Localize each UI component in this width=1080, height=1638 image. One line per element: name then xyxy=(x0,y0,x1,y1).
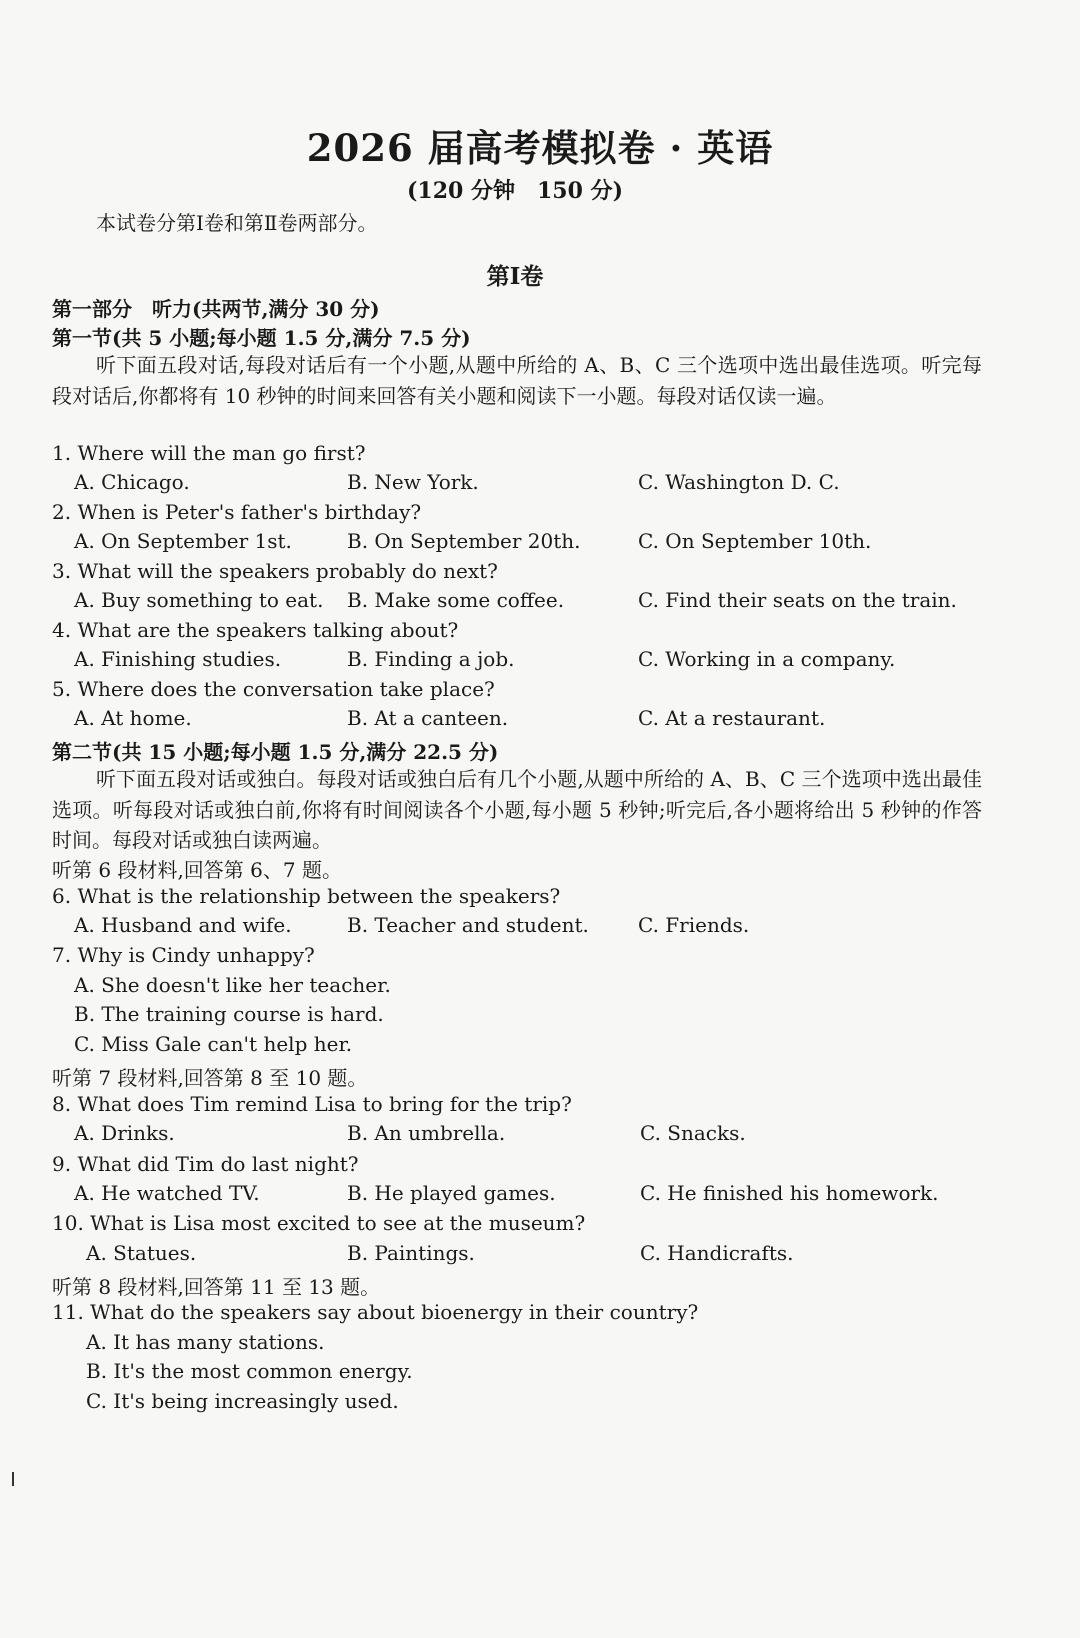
question-10-option-b: B. Paintings. xyxy=(347,1241,475,1265)
question-4-option-c: C. Working in a company. xyxy=(638,647,896,671)
question-7-option-b: B. The training course is hard. xyxy=(74,1002,384,1026)
question-6-stem: 6. What is the relationship between the speakers? xyxy=(52,884,561,908)
question-2-option-c: C. On September 10th. xyxy=(638,529,872,553)
question-11-option-a: A. It has many stations. xyxy=(86,1330,325,1354)
question-3-stem: 3. What will the speakers probably do next? xyxy=(52,559,498,583)
question-8-option-c: C. Snacks. xyxy=(640,1121,746,1145)
question-11-option-b: B. It's the most common energy. xyxy=(86,1359,413,1383)
question-6-option-b: B. Teacher and student. xyxy=(347,913,589,937)
question-1-stem: 1. Where will the man go first? xyxy=(52,441,366,465)
section2-heading: 第二节(共 15 小题;每小题 1.5 分,满分 22.5 分) xyxy=(52,740,499,764)
volume-heading: 第Ⅰ卷 xyxy=(486,263,544,290)
question-4-stem: 4. What are the speakers talking about? xyxy=(52,618,459,642)
question-8-option-a: A. Drinks. xyxy=(74,1121,175,1145)
question-9-option-c: C. He finished his homework. xyxy=(640,1181,939,1205)
question-7-option-c: C. Miss Gale can't help her. xyxy=(74,1032,353,1056)
section2-instructions: 听下面五段对话或独白。每段对话或独白后有几个小题,从题中所给的 A、B、C 三个选项中选出最佳选项。听每段对话或独白前,你将有时间阅读各个小题,每小题 5 秒钟;听完后,各小题将给出 5 秒钟的作答时间。每段对话或独白读两遍。 xyxy=(52,767,982,852)
margin-mark xyxy=(12,1472,14,1486)
material-8-label: 听第 8 段材料,回答第 11 至 13 题。 xyxy=(52,1275,381,1299)
question-7-stem: 7. Why is Cindy unhappy? xyxy=(52,943,315,967)
exam-duration-score: (120 分钟 150 分) xyxy=(407,178,623,204)
question-10-stem: 10. What is Lisa most excited to see at the museum? xyxy=(52,1211,586,1235)
question-11-stem: 11. What do the speakers say about bioenergy in their country? xyxy=(52,1300,699,1324)
question-4-option-a: A. Finishing studies. xyxy=(74,647,282,671)
question-3-option-a: A. Buy something to eat. xyxy=(74,588,324,612)
question-5-stem: 5. Where does the conversation take place? xyxy=(52,677,495,701)
question-2-stem: 2. When is Peter's father's birthday? xyxy=(52,500,422,524)
question-5-option-c: C. At a restaurant. xyxy=(638,706,826,730)
question-6-option-c: C. Friends. xyxy=(638,913,750,937)
question-10-option-c: C. Handicrafts. xyxy=(640,1241,794,1265)
question-2-option-a: A. On September 1st. xyxy=(74,529,292,553)
question-8-stem: 8. What does Tim remind Lisa to bring for the trip? xyxy=(52,1092,572,1116)
question-3-option-c: C. Find their seats on the train. xyxy=(638,588,957,612)
page-title: 2026 届高考模拟卷 · 英语 xyxy=(306,126,774,170)
question-9-stem: 9. What did Tim do last night? xyxy=(52,1152,359,1176)
exam-intro: 本试卷分第Ⅰ卷和第Ⅱ卷两部分。 xyxy=(96,211,378,235)
question-1-option-b: B. New York. xyxy=(347,470,479,494)
question-9-option-b: B. He played games. xyxy=(347,1181,556,1205)
section1-instructions: 听下面五段对话,每段对话后有一个小题,从题中所给的 A、B、C 三个选项中选出最佳选项。听完每段对话后,你都将有 10 秒钟的时间来回答有关小题和阅读下一小题。每段对话仅读一遍。 xyxy=(52,353,982,408)
question-9-option-a: A. He watched TV. xyxy=(74,1181,260,1205)
question-1-option-a: A. Chicago. xyxy=(74,470,190,494)
question-8-option-b: B. An umbrella. xyxy=(347,1121,506,1145)
question-2-option-b: B. On September 20th. xyxy=(347,529,581,553)
question-11-option-c: C. It's being increasingly used. xyxy=(86,1389,399,1413)
question-7-option-a: A. She doesn't like her teacher. xyxy=(74,973,391,997)
material-6-label: 听第 6 段材料,回答第 6、7 题。 xyxy=(52,858,342,882)
question-4-option-b: B. Finding a job. xyxy=(347,647,515,671)
question-1-option-c: C. Washington D. C. xyxy=(638,470,840,494)
question-5-option-a: A. At home. xyxy=(74,706,192,730)
section1-heading: 第一节(共 5 小题;每小题 1.5 分,满分 7.5 分) xyxy=(52,326,471,350)
material-7-label: 听第 7 段材料,回答第 8 至 10 题。 xyxy=(52,1066,368,1090)
question-3-option-b: B. Make some coffee. xyxy=(347,588,565,612)
question-5-option-b: B. At a canteen. xyxy=(347,706,509,730)
question-6-option-a: A. Husband and wife. xyxy=(74,913,292,937)
part1-heading: 第一部分 听力(共两节,满分 30 分) xyxy=(52,297,380,321)
question-10-option-a: A. Statues. xyxy=(86,1241,197,1265)
